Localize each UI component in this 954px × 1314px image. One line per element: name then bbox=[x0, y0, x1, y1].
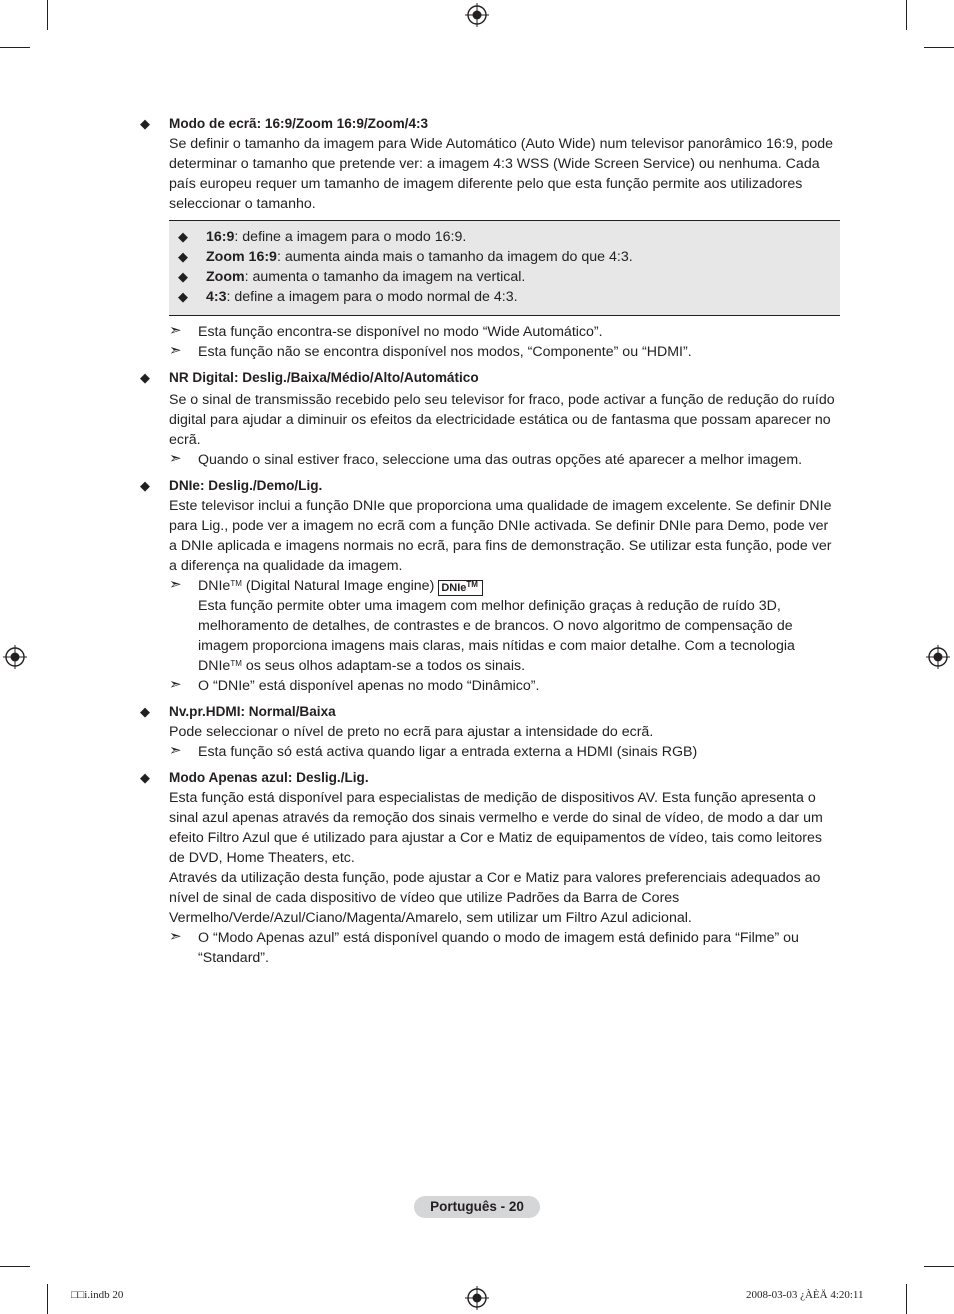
dnie-label: DNIe bbox=[198, 578, 231, 594]
crop-mark bbox=[924, 1266, 954, 1267]
note-text: O “DNIe” está disponível apenas no modo “Dinâmico”. bbox=[198, 678, 540, 694]
section-paragraph: Pode seleccionar o nível de preto no ecrã para ajustar a intensidade do ecrã. bbox=[169, 724, 654, 740]
dnie-label-rest: (Digital Natural Image engine) bbox=[241, 578, 435, 594]
dnie-logo-text: DNIe bbox=[441, 582, 467, 594]
crop-mark bbox=[906, 1284, 907, 1314]
page-content bbox=[140, 114, 840, 968]
note-text: O “Modo Apenas azul” está disponível quando o modo de imagem está definido para “Filme” ou “Standard”. bbox=[198, 930, 799, 966]
crop-mark bbox=[0, 1266, 30, 1267]
registration-mark-icon bbox=[926, 645, 950, 669]
note-arrow-icon: ➣ bbox=[169, 342, 182, 359]
option-desc: : define a imagem para o modo normal de 4:3. bbox=[226, 289, 518, 305]
trademark-mark: TM bbox=[466, 580, 478, 589]
note bbox=[169, 450, 840, 470]
options-box bbox=[169, 220, 840, 316]
page-number: Português - 20 bbox=[414, 1196, 540, 1218]
list-item bbox=[178, 247, 840, 267]
note bbox=[169, 322, 840, 342]
note bbox=[169, 676, 840, 696]
diamond-icon: ◆ bbox=[178, 269, 188, 284]
crop-mark bbox=[0, 47, 30, 48]
diamond-icon: ◆ bbox=[140, 478, 150, 493]
section-paragraph: Se definir o tamanho da imagem para Wide Automático (Auto Wide) num televisor panorâmico 16:9, pode determinar o tamanho que pretende ver: a imagem 4:3 WSS (Wide Screen Service) ou nenhuma. Cada país europeu requer um tamanho de imagem diferente pelo que esta função permite aos utilizadores seleccionar o tamanho. bbox=[169, 136, 834, 212]
option-term: Zoom 16:9 bbox=[206, 249, 277, 265]
section-dnie bbox=[140, 476, 840, 696]
option-term: Zoom bbox=[206, 269, 245, 285]
note-arrow-icon: ➣ bbox=[169, 450, 182, 467]
note bbox=[169, 928, 840, 968]
note bbox=[169, 576, 840, 676]
section-paragraph: Esta função está disponível para especialistas de medição de dispositivos AV. Esta função apresenta o sinal azul apenas através da remoção dos sinais vermelho e verde do sinal de vídeo, de modo a dar um efeito Filtro Azul que é utilizado para ajustar a Cor e Matiz de equipamentos de vídeo, tais como leitores de DVD, Home Theaters, etc. bbox=[169, 790, 823, 866]
note-arrow-icon: ➣ bbox=[169, 742, 182, 759]
note-text: Esta função só está activa quando ligar a entrada externa a HDMI (sinais RGB) bbox=[198, 744, 698, 760]
dnie-logo bbox=[438, 580, 483, 596]
slug-right: 2008-03-03 ¿ÀÈÄ 4:20:11 bbox=[746, 1289, 864, 1301]
dnie-body: Esta função permite obter uma imagem com melhor definição graças à redução de ruído 3D, melhoramento de detalhes, de contrastes e de brancos. O novo algoritmo de compensação de imagem proporciona imagens mais claras, mais nítidas e com maior detalhe. Com a tecnologia DNIe bbox=[198, 598, 795, 674]
section-screen-mode bbox=[140, 114, 840, 362]
registration-mark-icon bbox=[465, 1286, 489, 1310]
diamond-icon: ◆ bbox=[140, 770, 150, 785]
option-desc: : aumenta o tamanho da imagem na vertical. bbox=[244, 269, 526, 285]
option-term: 16:9 bbox=[206, 229, 235, 245]
note-arrow-icon: ➣ bbox=[169, 676, 182, 693]
crop-mark bbox=[924, 47, 954, 48]
diamond-icon: ◆ bbox=[140, 116, 150, 131]
registration-mark-icon bbox=[3, 645, 27, 669]
slug-left: □□i.indb 20 bbox=[71, 1289, 124, 1301]
option-desc: : define a imagem para o modo 16:9. bbox=[234, 229, 467, 245]
diamond-icon: ◆ bbox=[178, 229, 188, 244]
section-hdmi-black-level bbox=[140, 702, 840, 762]
diamond-icon: ◆ bbox=[140, 370, 150, 385]
trademark-mark: TM bbox=[230, 659, 242, 668]
list-item bbox=[178, 267, 840, 287]
list-item bbox=[178, 227, 840, 247]
note bbox=[169, 742, 840, 762]
note-text: Esta função encontra-se disponível no modo “Wide Automático”. bbox=[198, 324, 603, 340]
dnie-body-end: os seus olhos adaptam-se a todos os sinais. bbox=[241, 658, 526, 674]
diamond-icon: ◆ bbox=[178, 289, 188, 304]
crop-mark bbox=[906, 0, 907, 30]
note-text: Quando o sinal estiver fraco, seleccione uma das outras opções até aparecer a melhor imagem. bbox=[198, 452, 803, 468]
section-title: DNIe: Deslig./Demo/Lig. bbox=[169, 478, 323, 493]
option-desc: : aumenta ainda mais o tamanho da imagem do que 4:3. bbox=[276, 249, 633, 265]
note-text: Esta função não se encontra disponível nos modos, “Componente” ou “HDMI”. bbox=[198, 344, 692, 360]
section-paragraph: Este televisor inclui a função DNIe que proporciona uma qualidade de imagem excelente. Se definir DNIe para Lig., pode ver a imagem no ecrã com a função DNIe activada. Se definir DNIe para Demo, pode ver a DNIe aplicada e imagens normais no ecrã, para fins de demonstração. Se utilizar esta função, pode ver a diferença na qualidade da imagem. bbox=[169, 498, 832, 574]
note-arrow-icon: ➣ bbox=[169, 576, 182, 593]
dnie-description bbox=[198, 596, 840, 676]
diamond-icon: ◆ bbox=[178, 249, 188, 264]
section-nr-digital bbox=[140, 368, 840, 470]
section-blue-only-mode bbox=[140, 768, 840, 968]
trademark-mark: TM bbox=[230, 579, 242, 588]
registration-mark-icon bbox=[465, 3, 489, 27]
list-item bbox=[178, 287, 840, 307]
section-title: NR Digital: Deslig./Baixa/Médio/Alto/Automático bbox=[169, 370, 479, 385]
note bbox=[169, 342, 840, 362]
section-title: Nv.pr.HDMI: Normal/Baixa bbox=[169, 704, 336, 719]
note-arrow-icon: ➣ bbox=[169, 928, 182, 945]
note-arrow-icon: ➣ bbox=[169, 322, 182, 339]
option-term: 4:3 bbox=[206, 289, 227, 305]
crop-mark bbox=[47, 0, 48, 30]
section-paragraph: Se o sinal de transmissão recebido pelo seu televisor for fraco, pode activar a função de redução do ruído digital para ajudar a diminuir os efeitos da electricidade estática ou de fantasma que possam aparecer no ecrã. bbox=[169, 392, 835, 448]
section-title: Modo de ecrã: 16:9/Zoom 16:9/Zoom/4:3 bbox=[169, 116, 429, 131]
diamond-icon: ◆ bbox=[140, 704, 150, 719]
section-paragraph: Através da utilização desta função, pode ajustar a Cor e Matiz para valores preferenciais adequados ao nível de sinal de cada dispositivo de vídeo que utilize Padrões da Barra de Cores Vermelho/Verde/Azul/Ciano/Magenta/Amarelo, sem utilizar um Filtro Azul adicional. bbox=[169, 870, 821, 926]
crop-mark bbox=[47, 1284, 48, 1314]
section-title: Modo Apenas azul: Deslig./Lig. bbox=[169, 770, 369, 785]
